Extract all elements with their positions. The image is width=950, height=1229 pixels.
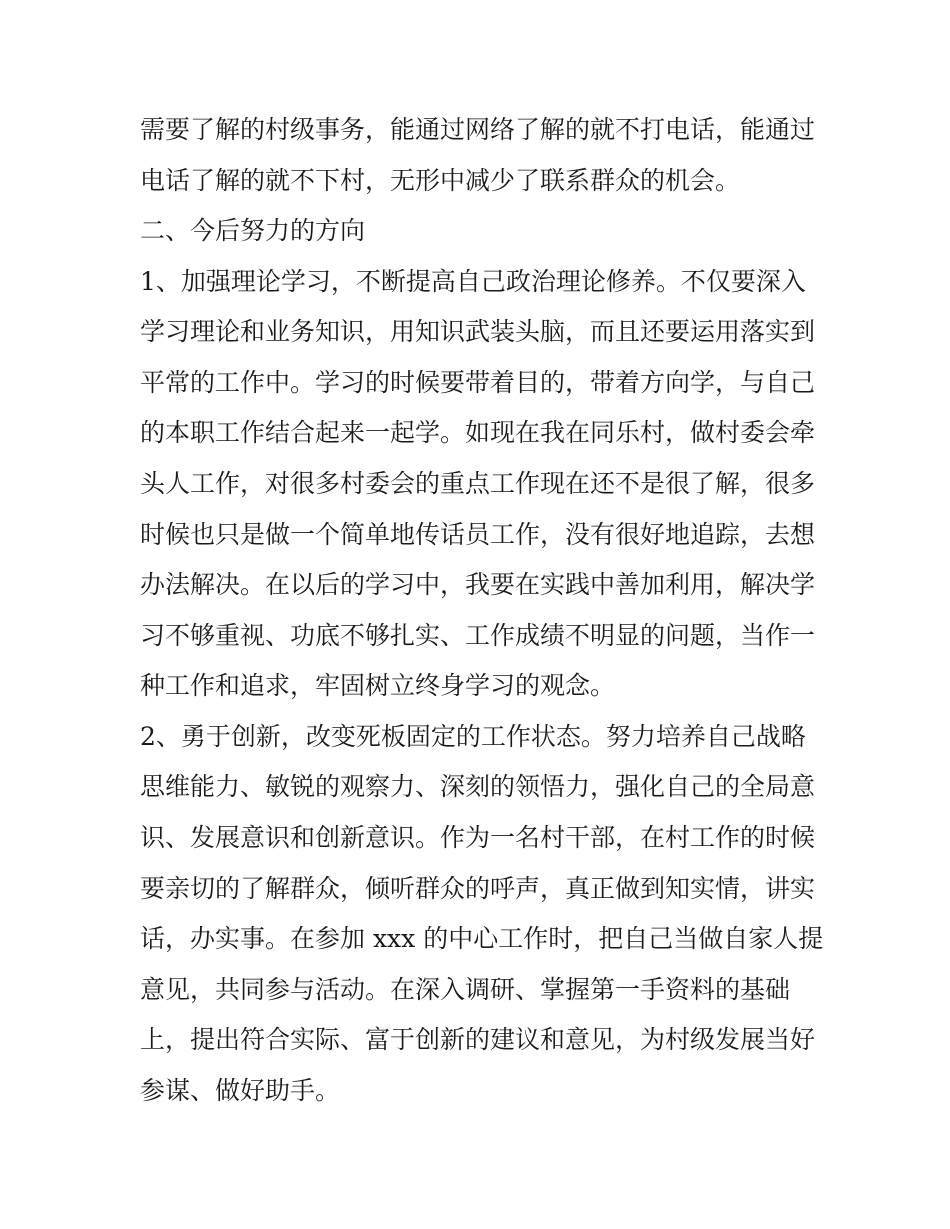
text-line: 参谋、做好助手。 (140, 1076, 341, 1105)
text-line: 1、加强理论学习，不断提高自己政治理论修养。不仅要深入 (140, 267, 806, 296)
text-line: 识、发展意识和创新意识。作为一名村干部，在村工作的时候 (140, 823, 816, 852)
text-line: 学习理论和业务知识，用知识武装头脑，而且还要运用落实到 (140, 317, 816, 346)
text-line: 意见，共同参与活动。在深入调研、掌握第一手资料的基础 (140, 975, 791, 1004)
text-line: 头人工作，对很多村委会的重点工作现在还不是很了解，很多 (140, 469, 816, 498)
text-line: 的本职工作结合起来一起学。如现在我在同乐村，做村委会牵 (140, 418, 816, 447)
text-line: 种工作和追求，牢固树立终身学习的观念。 (140, 671, 616, 700)
text-line: 时候也只是做一个简单地传话员工作，没有很好地追踪，去想 (140, 520, 816, 549)
text-line: 平常的工作中。学习的时候要带着目的，带着方向学，与自己 (140, 368, 816, 397)
text-line: 2、勇于创新，改变死板固定的工作状态。努力培养自己战略 (140, 722, 806, 751)
text-line: 电话了解的就不下村，无形中减少了联系群众的机会。 (140, 166, 741, 195)
text-line: 上，提出符合实际、富于创新的建议和意见，为村级发展当好 (140, 1025, 816, 1054)
section-heading: 二、今后努力的方向 (140, 216, 366, 245)
text-line: 需要了解的村级事务，能通过网络了解的就不打电话，能通过 (140, 115, 816, 144)
text-line: 话，办实事。在参加 xxx 的中心工作时，把自己当做自家人提 (140, 924, 824, 953)
text-line: 办法解决。在以后的学习中，我要在实践中善加利用，解决学 (140, 570, 816, 599)
text-line: 习不够重视、功底不够扎实、工作成绩不明显的问题，当作一 (140, 621, 816, 650)
text-line: 要亲切的了解群众，倾听群众的呼声，真正做到知实情，讲实 (140, 874, 816, 903)
text-line: 思维能力、敏锐的观察力、深刻的领悟力，强化自己的全局意 (140, 772, 816, 801)
